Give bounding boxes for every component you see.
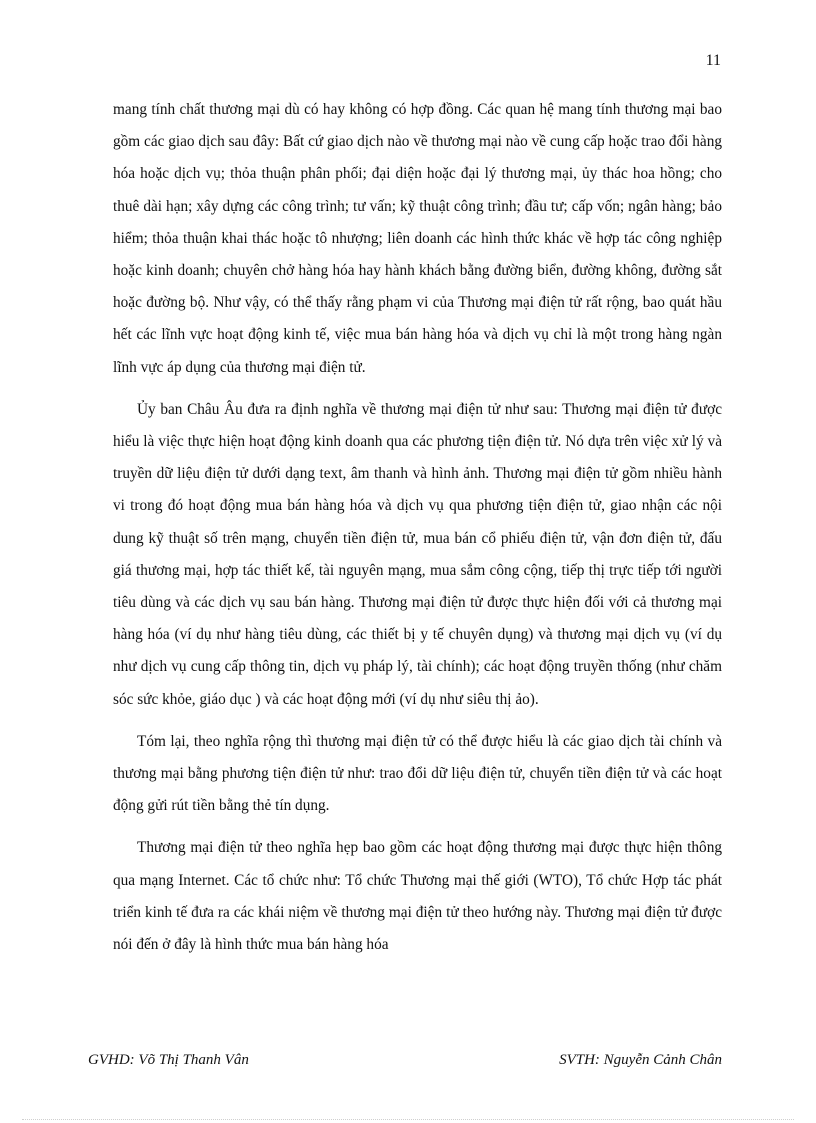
footer-advisor: GVHD: Võ Thị Thanh Vân bbox=[88, 1052, 249, 1068]
body-text bbox=[113, 94, 722, 971]
paragraph-3: Tóm lại, theo nghĩa rộng thì thương mại điện tử có thể được hiểu là các giao dịch tài chính và thương mại bằng phương tiện điện tử như: trao đổi dữ liệu điện tử, chuyển tiền điện tử và các hoạt động gửi rút tiền bằng thẻ tín dụng. bbox=[113, 732, 722, 815]
paragraph-1: mang tính chất thương mại dù có hay không có hợp đồng. Các quan hệ mang tính thương mại bao gồm các giao dịch sau đây: Bất cứ giao dịch nào về thương mại nào về cung cấp hoặc trao đổi hàng hóa hoặc dịch vụ; thỏa thuận phân phối; đại diện hoặc đại lý thương mại, ủy thác hoa hồng; cho thuê dài hạn; xây dựng các công trình; tư vấn; kỹ thuật công trình; đầu tư; cấp vốn; ngân hàng; bảo hiểm; thỏa thuận khai thác hoặc tô nhượng; liên doanh các hình thức khác về hợp tác công nghiệp hoặc kinh doanh; chuyên chở hàng hóa hay hành khách bằng đường biển, đường không, đường sắt hoặc đường bộ. Như vậy, có thể thấy rằng phạm vi của Thương mại điện tử rất rộng, bao quát hầu hết các lĩnh vực hoạt động kinh tế, việc mua bán hàng hóa và dịch vụ chỉ là một trong hàng ngàn lĩnh vực áp dụng của thương mại điện tử. bbox=[113, 101, 722, 376]
paragraph-2: Ủy ban Châu Âu đưa ra định nghĩa về thương mại điện tử như sau: Thương mại điện tử được hiểu là việc thực hiện hoạt động kinh doanh qua các phương tiện điện tử. Nó dựa trên việc xử lý và truyền dữ liệu điện tử dưới dạng text, âm thanh và hình ảnh. Thương mại điện tử gồm nhiều hành vi trong đó hoạt động mua bán hàng hóa và dịch vụ qua phương tiện điện tử, giao nhận các nội dung kỹ thuật số trên mạng, chuyển tiền điện tử, mua bán cổ phiếu điện tử, vận đơn điện tử, đấu giá thương mại, hợp tác thiết kế, tài nguyên mạng, mua sắm công cộng, tiếp thị trực tiếp tới người tiêu dùng và các dịch vụ sau bán hàng. Thương mại điện tử được thực hiện đối với cả thương mại hàng hóa (ví dụ như hàng tiêu dùng, các thiết bị y tế chuyên dụng) và thương mại dịch vụ (ví dụ như dịch vụ cung cấp thông tin, dịch vụ pháp lý, tài chính); các hoạt động truyền thống (như chăm sóc sức khỏe, giáo dục ) và các hoạt động mới (ví dụ như siêu thị ảo). bbox=[113, 400, 722, 708]
footer-student: SVTH: Nguyễn Cảnh Chân bbox=[559, 1052, 722, 1068]
paragraph-4: Thương mại điện tử theo nghĩa hẹp bao gồm các hoạt động thương mại được thực hiện thông qua mạng Internet. Các tổ chức như: Tổ chức Thương mại thế giới (WTO), Tổ chức Hợp tác phát triển kinh tế đưa ra các khái niệm về thương mại điện tử theo hướng này. Thương mại điện tử được nói đến ở đây là hình thức mua bán hàng hóa bbox=[113, 839, 722, 954]
page-number: 11 bbox=[705, 52, 721, 69]
bottom-divider bbox=[22, 1119, 794, 1120]
